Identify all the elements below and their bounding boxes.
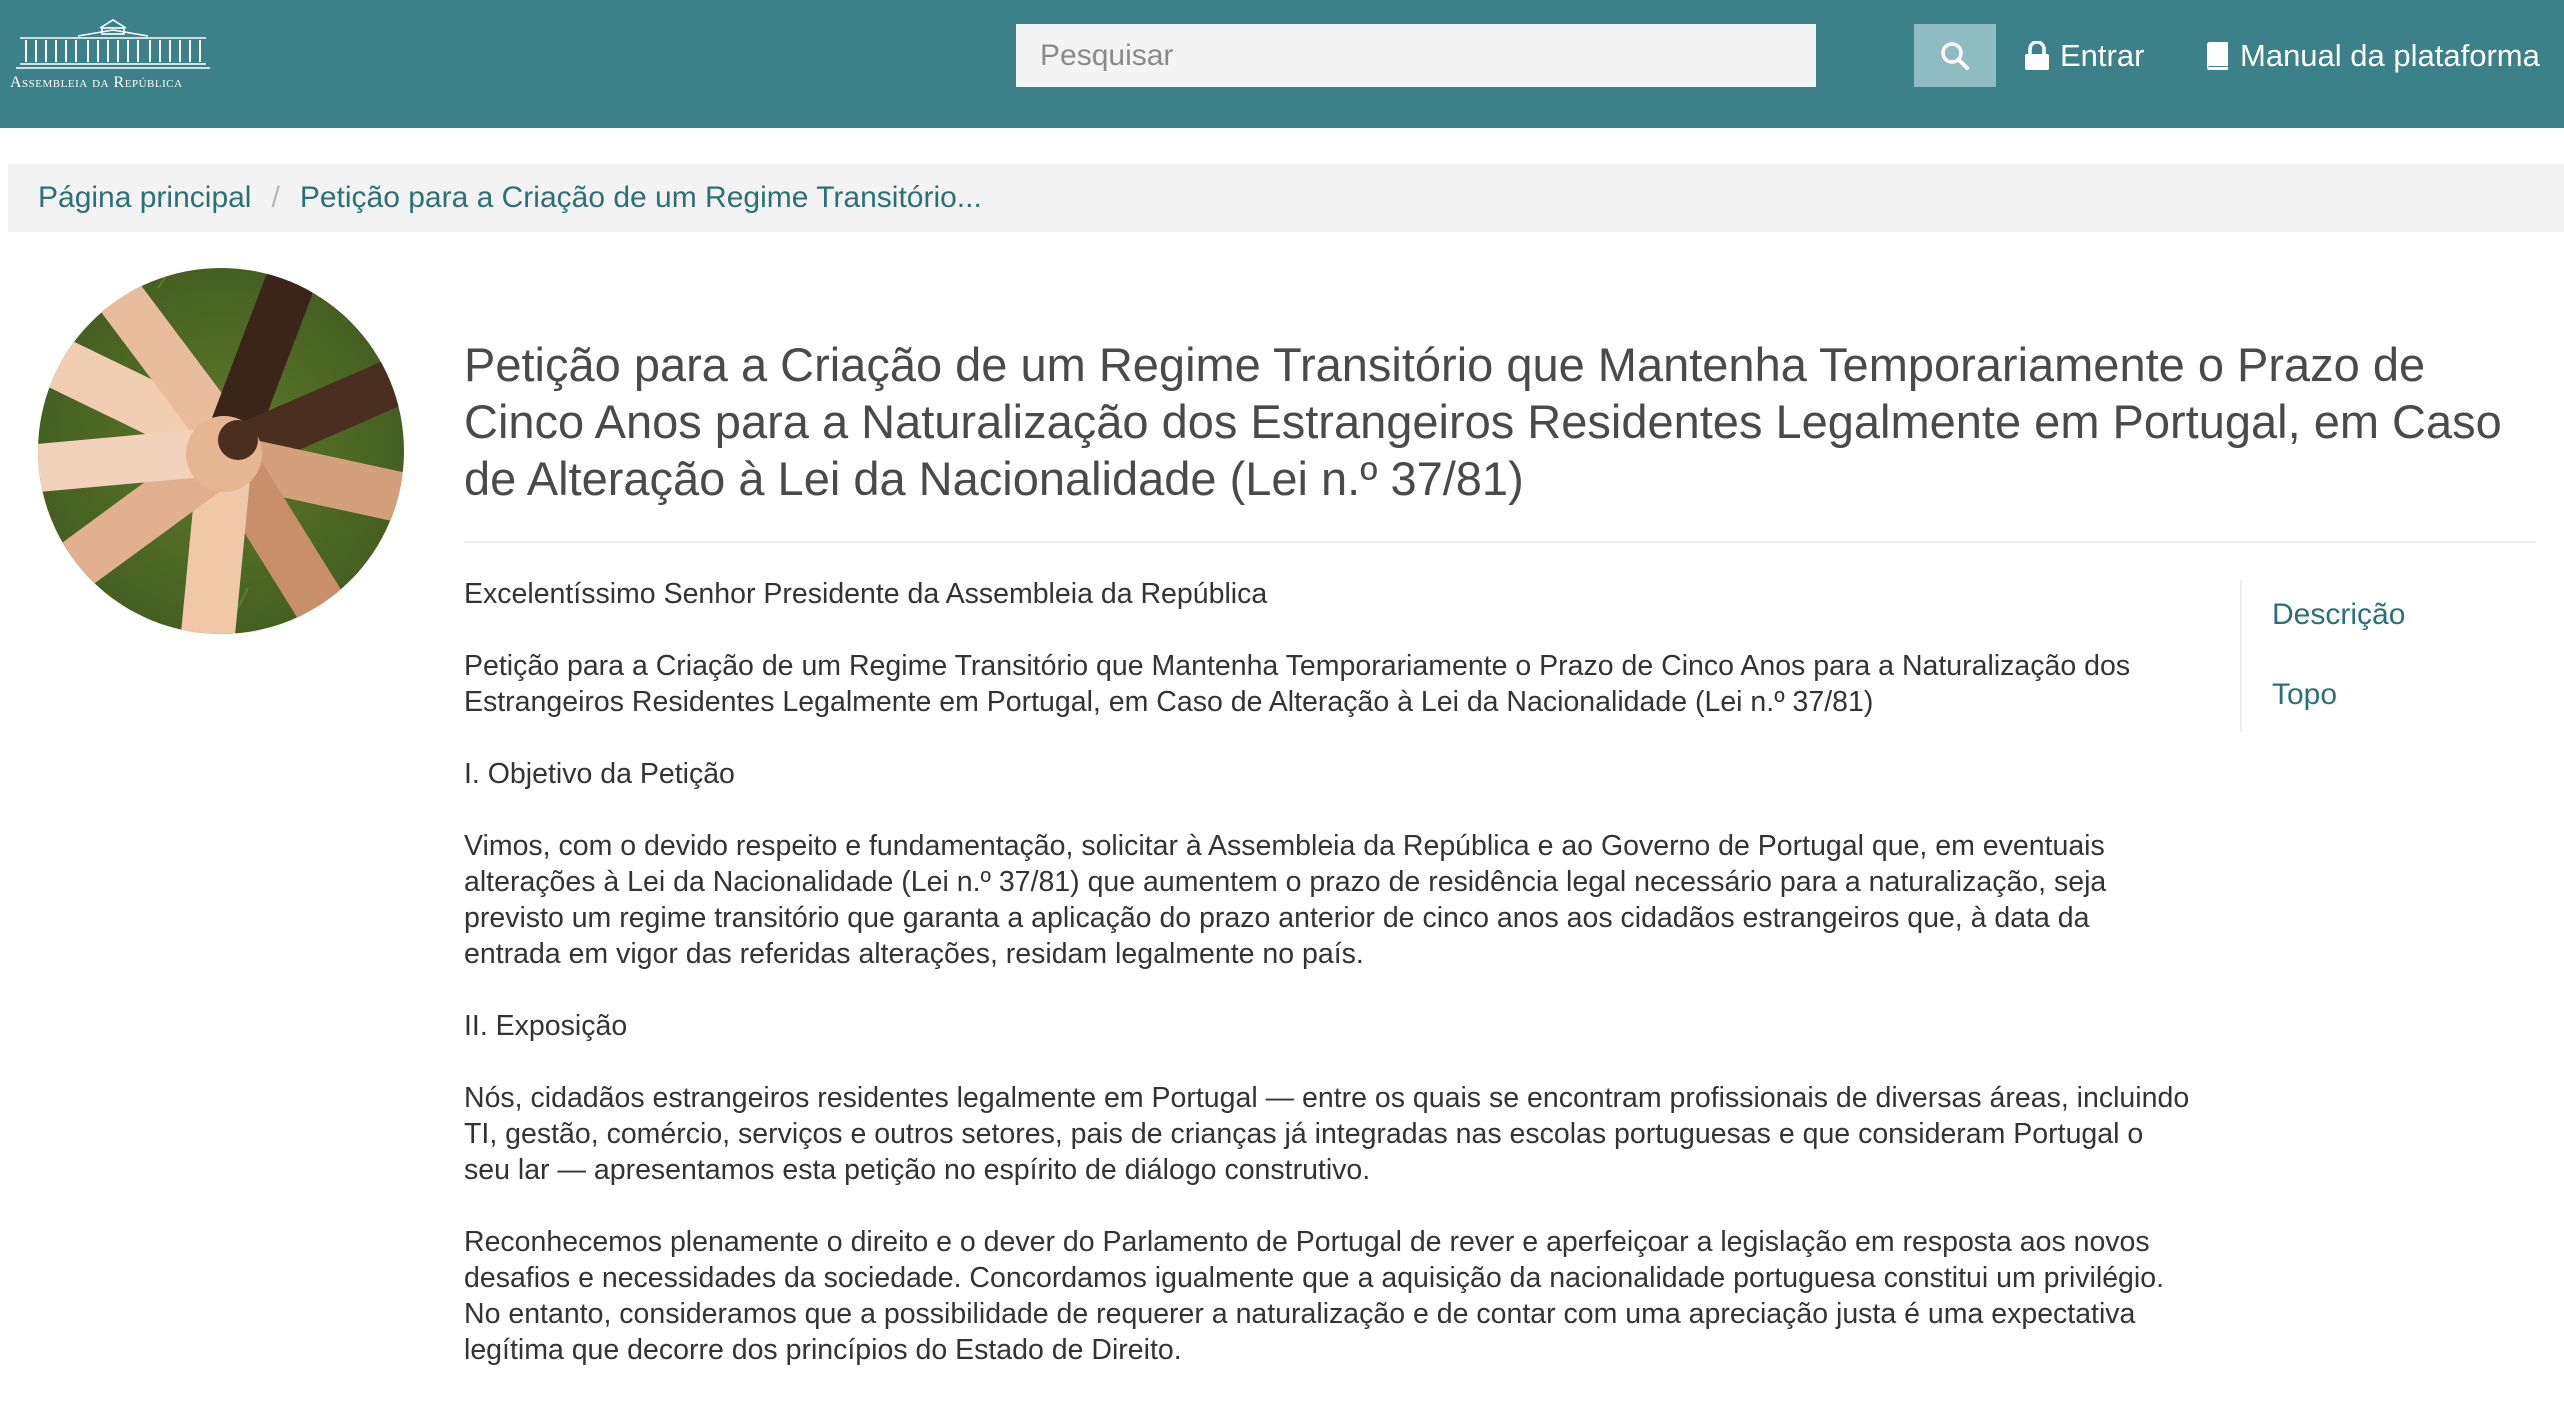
logo-text: Assembleia da República (10, 74, 183, 91)
search-input[interactable] (1016, 24, 1816, 87)
petition-description (464, 576, 2194, 1404)
petition-image (38, 268, 404, 634)
search-icon (1939, 40, 1971, 72)
search-button[interactable] (1914, 24, 1996, 87)
exposition-paragraph-1: Nós, cidadãos estrangeiros residentes legalmente em Portugal — entre os quais se encontram profissionais de diversas áreas, incluindo TI, gestão, comércio, serviços e outros setores, pais de crianças já integradas nas escolas portuguesas e que consideram Portugal o seu lar — apresentamos esta petição no espírito de diálogo construtivo. (464, 1082, 2190, 1186)
manual-link[interactable] (2204, 28, 2540, 84)
top-header (0, 0, 2564, 128)
exposition-paragraph-2: Reconhecemos plenamente o direito e o dever do Parlamento de Portugal de rever e aperfeiçoar a legislação em resposta aos novos desafios e necessidades da sociedade. Concordamos igualmente que a aquisição da nacionalidade portuguesa constitui um privilégio. No entanto, consideramos que a possibilidade de requerer a naturalização e de contar com uma apreciação justa é uma expectativa legítima que decorre dos princípios do Estado de Direito. (464, 1226, 2165, 1366)
petition-title: Petição para a Criação de um Regime Transitório que Mantenha Temporariamente o Prazo de Cinco Anos para a Naturalização dos Estrangeiros Residentes Legalmente em Portugal, em Caso de Alteração à Lei da Nacionalidade (Lei n.º 37/81) (464, 338, 2502, 505)
parliament-building-icon (8, 18, 218, 78)
manual-label: Manual da plataforma (2240, 38, 2540, 73)
section-heading-exposition: II. Exposição (464, 1010, 628, 1042)
login-label: Entrar (2060, 38, 2145, 73)
breadcrumb-current[interactable]: Petição para a Criação de um Regime Transitório... (299, 181, 982, 214)
book-icon (2204, 41, 2230, 71)
section-heading-objective: I. Objetivo da Petição (464, 758, 735, 790)
sidenav-top-link[interactable]: Topo (2272, 678, 2338, 711)
salutation: Excelentíssimo Senhor Presidente da Assembleia da República (464, 578, 1268, 610)
title-divider (464, 541, 2536, 543)
breadcrumb-separator: / (271, 181, 280, 214)
breadcrumb (8, 164, 2564, 232)
sidenav-description-link[interactable]: Descrição (2272, 598, 2406, 631)
objective-paragraph: Vimos, com o devido respeito e fundamentação, solicitar à Assembleia da República e ao Governo de Portugal que, em eventuais alterações à Lei da Nacionalidade (Lei n.º 37/81) que aumentem o prazo de residência legal necessário para a naturalização, seja previsto um regime transitório que garanta a aplicação do prazo anterior de cinco anos aos cidadãos estrangeiros que, à data da entrada em vigor das referidas alterações, residam legalmente no país. (464, 830, 2107, 970)
breadcrumb-home[interactable]: Página principal (38, 181, 252, 214)
hands-together-image (38, 268, 404, 634)
petition-subject: Petição para a Criação de um Regime Transitório que Mantenha Temporariamente o Prazo de Cinco Anos para a Naturalização dos Estrangeiros Residentes Legalmente em Portugal, em Caso de Alteração à Lei da Nacionalidade (Lei n.º 37/81) (464, 650, 2131, 718)
side-navigation (2240, 580, 2542, 732)
lock-icon (2024, 41, 2050, 71)
login-link[interactable] (2024, 28, 2144, 84)
